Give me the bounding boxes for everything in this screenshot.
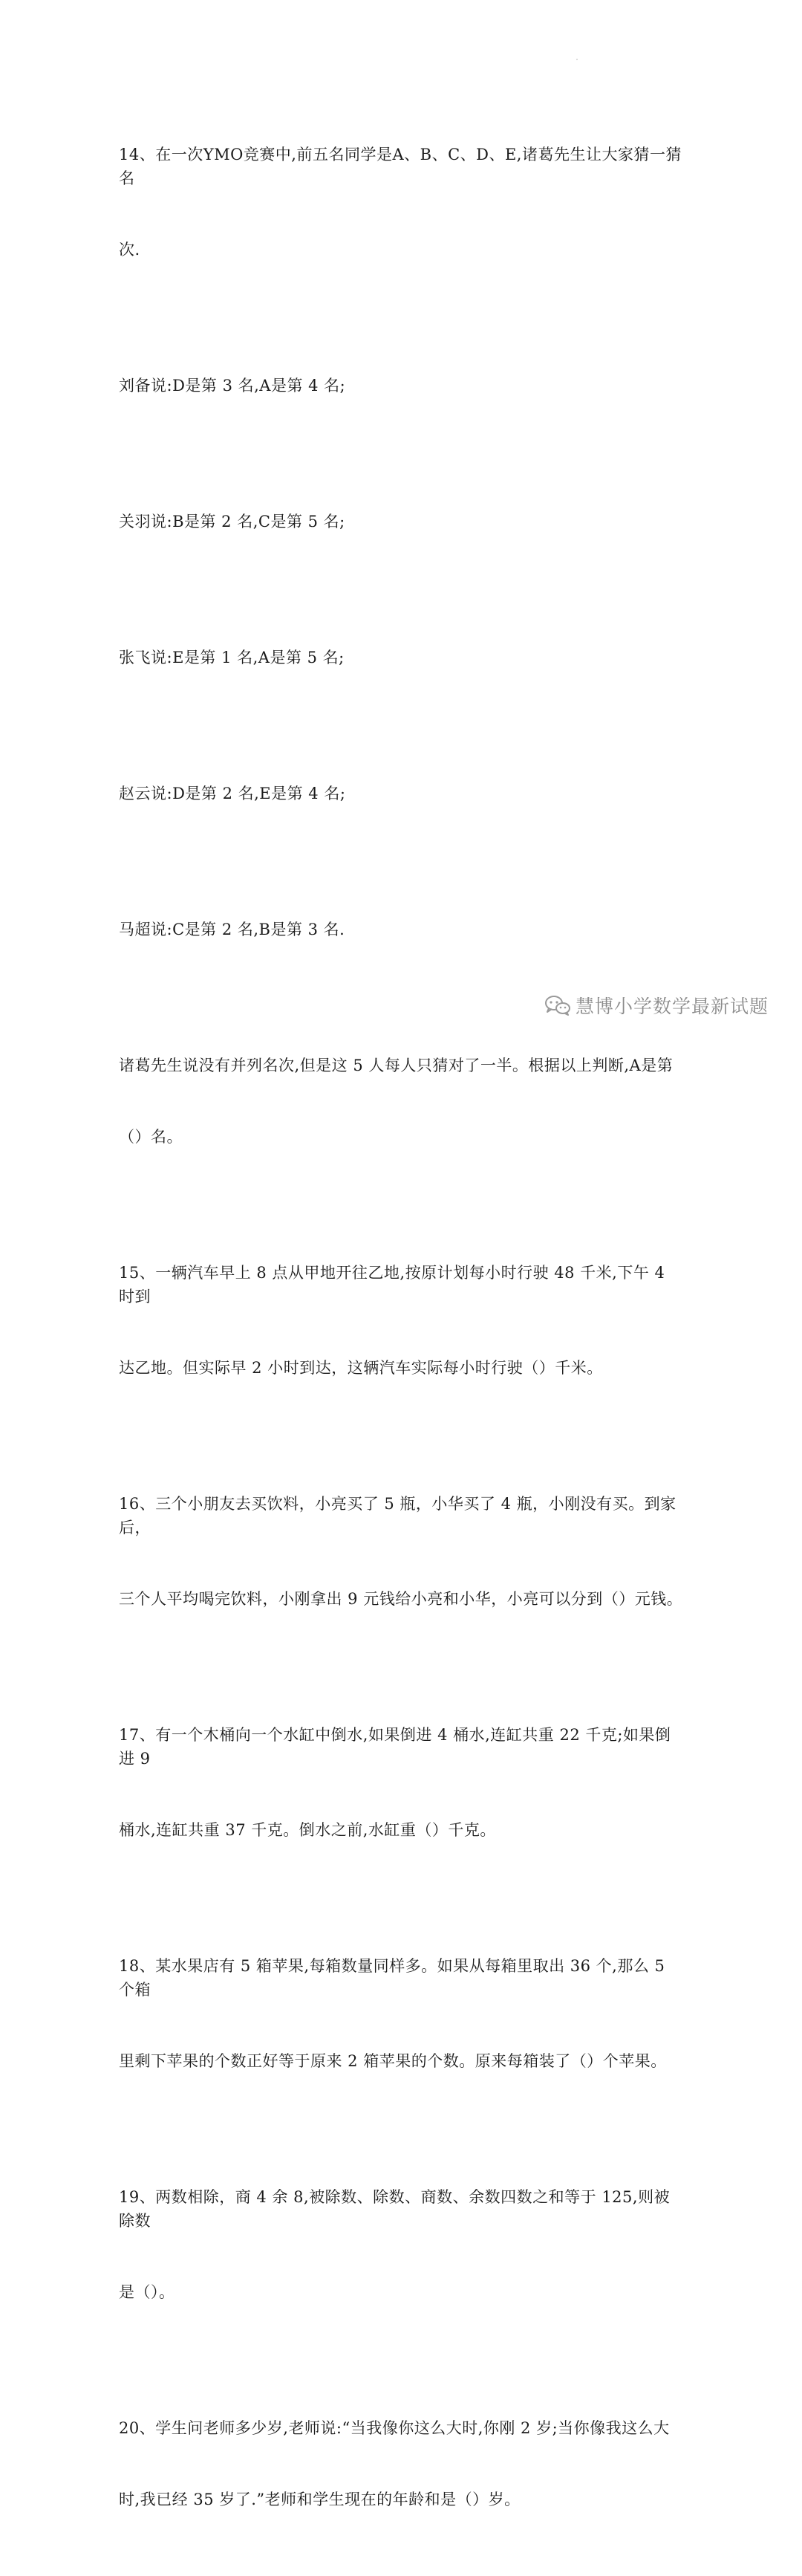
question-line: 18、某水果店有 5 箱苹果,每箱数量同样多。如果从每箱里取出 36 个,那么 5 个箱 [119,1957,671,1999]
question-17 [119,1675,683,1889]
question-line: 里剩下苹果的个数正好等于原来 2 箱苹果的个数。原来每箱装了（）个苹果。 [119,2052,667,2070]
question-line: （）名。 [119,1128,183,1146]
document-page [119,95,683,2576]
question-line: 时,我已经 35 岁了.”老师和学生现在的年龄和是（）岁。 [119,2491,521,2508]
question-line: 桶水,连缸共重 37 千克。倒水之前,水缸重（）千克。 [119,1821,496,1839]
question-line: 达乙地。但实际早 2 小时到达，这辆汽车实际每小时行驶（）千米。 [119,1359,603,1377]
question-14-prompt [119,1006,683,1196]
statement-zhaoyun [119,734,683,853]
question-line: 诸葛先生说没有并列名次,但是这 5 人每人只猜对了一半。根据以上判断,A是第 [119,1057,674,1074]
statement-guanyu [119,462,683,581]
question-line: 15、一辆汽车早上 8 点从甲地开往乙地,按原计划每小时行驶 48 千米,下午 4 时到 [119,1264,671,1305]
watermark [544,990,769,1020]
question-15 [119,1213,683,1427]
question-line: 17、有一个木桶向一个水缸中倒水,如果倒进 4 桶水,连缸共重 22 千克;如果倒进 9 [119,1726,671,1768]
question-line: 14、在一次YMO竞赛中,前五名同学是A、B、C、D、E,诸葛先生让大家猜一猜名 [119,146,682,187]
statement-line: 关羽说:B是第 2 名,C是第 5 名; [119,513,345,531]
question-line: 16、三个小朋友去买饮料，小亮买了 5 瓶，小华买了 4 瓶，小刚没有买。到家后， [119,1495,677,1537]
statement-liubei [119,326,683,445]
question-line: 三个人平均喝完饮料，小刚拿出 9 元钱给小亮和小华，小亮可以分到（）元钱。 [119,1590,683,1608]
question-line: 次. [119,241,140,259]
question-19 [119,2138,683,2352]
statement-line: 刘备说:D是第 3 名,A是第 4 名; [119,377,346,395]
scan-dot [576,59,578,60]
question-line: 是（）。 [119,2283,175,2301]
question-line: 20、学生问老师多少岁,老师说:“当我像你这么大时,你刚 2 岁;当你像我这么大 [119,2419,670,2437]
wechat-icon [544,994,571,1016]
watermark-text: 慧博小学数学最新试题 [576,996,769,1017]
statement-line: 张飞说:E是第 1 名,A是第 5 名; [119,649,345,666]
question-16 [119,1444,683,1658]
statement-line: 赵云说:D是第 2 名,E是第 4 名; [119,785,346,802]
question-14 [119,95,683,309]
question-20 [119,2369,683,2559]
statement-zhangfei [119,598,683,717]
question-line: 19、两数相除，商 4 余 8,被除数、除数、商数、余数四数之和等于 125,则被除数 [119,2188,671,2230]
statement-machao [119,870,683,989]
question-18 [119,1907,683,2121]
statement-line: 马超说:C是第 2 名,B是第 3 名. [119,921,345,938]
